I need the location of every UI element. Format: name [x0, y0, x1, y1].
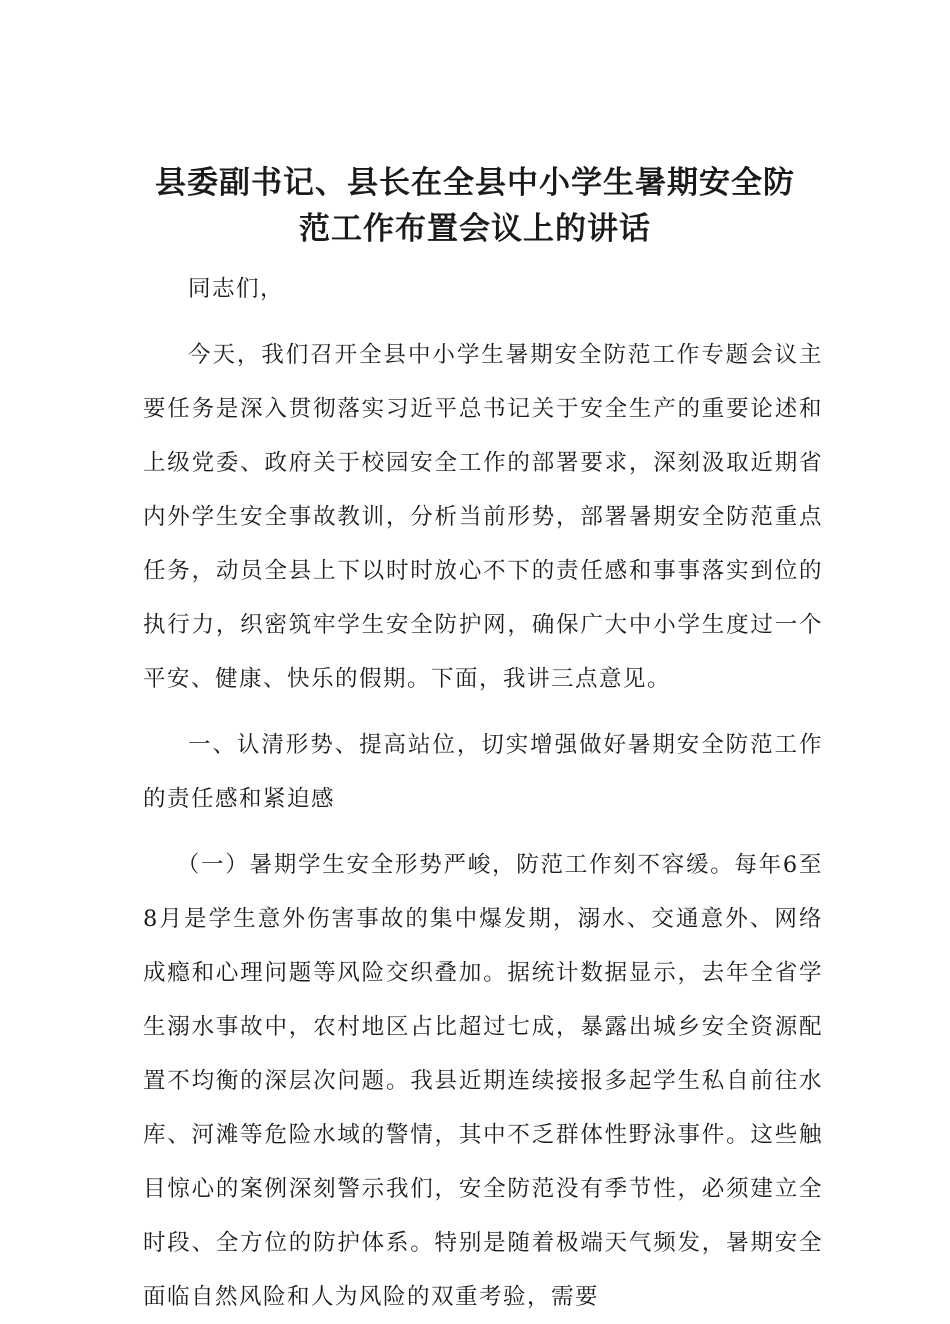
salutation: 同志们， [188, 276, 285, 302]
subsection-paragraph-1: （一）暑期学生安全形势严峻，防范工作刻不容缓。每年6至8月是学生意外伤害事故的集中爆发期，溺水、交通意外、网络成瘾和心理问题等风险交织叠加。据统计数据显示，去年全省学生溺水事故中，农村地区占比超过七成，暴露出城乡安全资源配置不均衡的深层次问题。我县近期连续接报多起学生私自前往水库、河滩等危险水域的警情，其中不乏群体性野泳事件。这些触目惊心的案例深刻警示我们，安全防范没有季节性，必须建立全时段、全方位的防护体系。特别是随着极端天气频发，暑期安全面临自然风险和人为风险的双重考验，需要 [143, 852, 823, 1310]
document-title [120, 160, 830, 252]
opening-paragraph: 今天，我们召开全县中小学生暑期安全防范工作专题会议主要任务是深入贯彻落实习近平总书记关于安全生产的重要论述和上级党委、政府关于校园安全工作的部署要求，深刻汲取近期省内外学生安全事故教训，分析当前形势，部署暑期安全防范重点任务，动员全县上下以时时放心不下的责任感和事事落实到位的执行力，织密筑牢学生安全防护网，确保广大中小学生度过一个平安、健康、快乐的假期。下面，我讲三点意见。 [143, 342, 823, 692]
section-heading-1: 一、认清形势、提高站位，切实增强做好暑期安全防范工作的责任感和紧迫感 [143, 732, 823, 812]
title-line-2: 范工作布置会议上的讲话 [299, 211, 651, 247]
document-body [143, 262, 823, 1324]
title-line-1: 县委副书记、县长在全县中小学生暑期安全防 [155, 165, 795, 201]
